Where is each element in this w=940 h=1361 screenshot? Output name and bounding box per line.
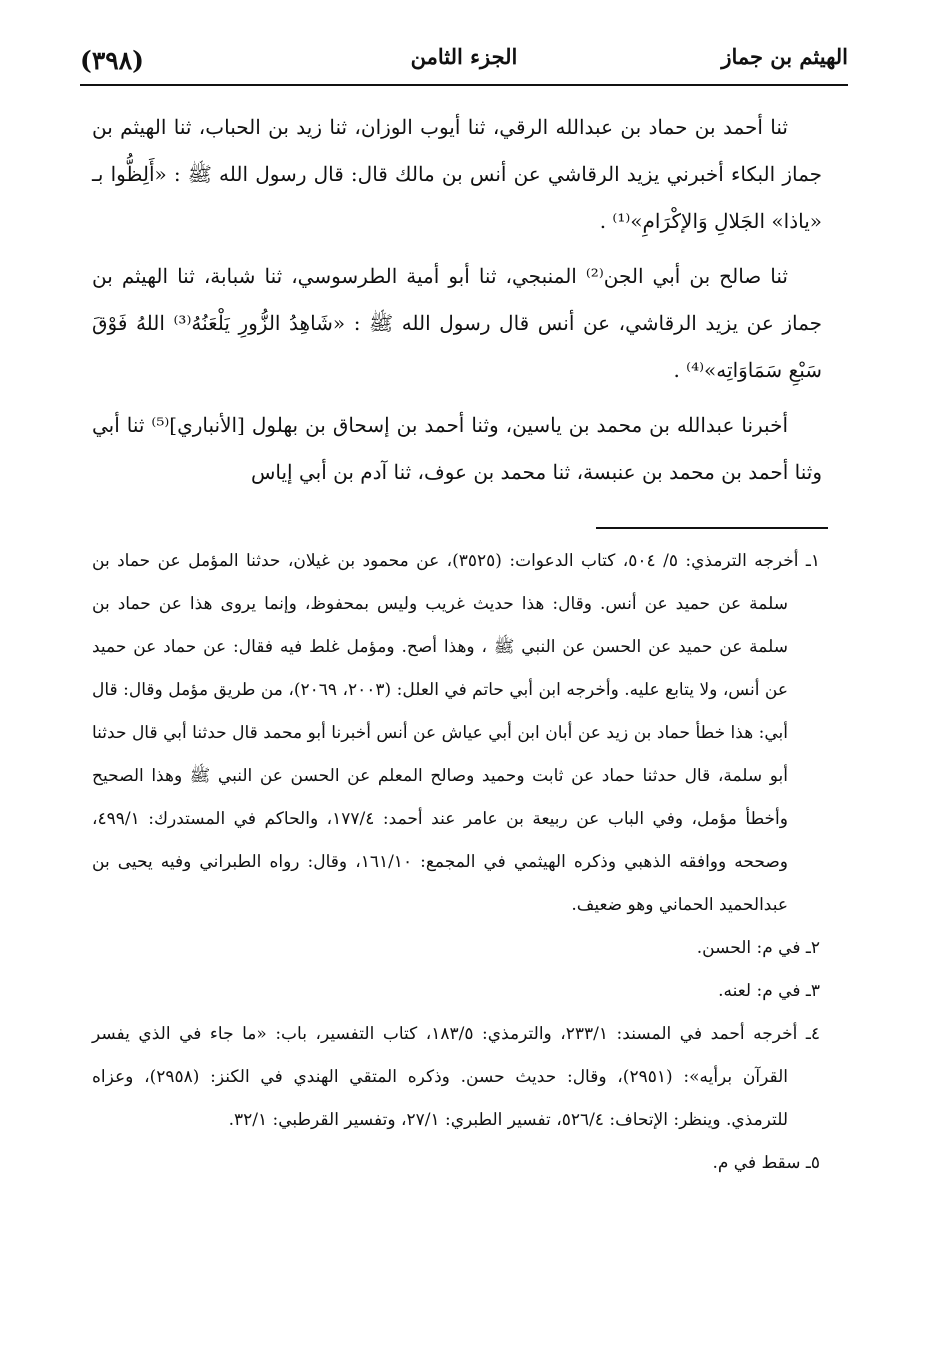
header-divider	[80, 84, 848, 86]
main-text	[92, 104, 822, 504]
volume-title: الجزء الثامن	[410, 44, 518, 69]
hadith-paragraph: ثنا صالح بن أبي الجن⁽²⁾ المنبجي، ثنا أبو أمية الطرسوسي، ثنا شبابة، ثنا الهيثم بن جماز عن يزيد الرقاشي، عن أنس قال رسول الله ﷺ : «شَاهِدُ الزُّورِ يَلْعَنُهُ⁽³⁾ اللهُ فَوْقَ سَبْعِ سَمَاوَاتِه»⁽⁴⁾ .	[92, 264, 822, 382]
page-header	[80, 40, 848, 80]
footnote-5: ٥ـ سقط في م.	[712, 1153, 820, 1173]
footnote-divider	[596, 527, 828, 529]
footnote-2: ٢ـ في م: الحسن.	[696, 938, 820, 958]
hadith-paragraph: ثنا أحمد بن حماد بن عبدالله الرقي، ثنا أيوب الوزان، ثنا زيد بن الحباب، ثنا الهيثم بن جماز البكاء أخبرني يزيد الرقاشي عن أنس بن مالك قال: قال رسول الله ﷺ : «أَلِظُّوا بـ «ياذا» الجَلالِ وَالإكْرَامِ»⁽¹⁾ .	[92, 115, 822, 233]
hadith-paragraph: أخبرنا عبدالله بن محمد بن ياسين، وثنا أحمد بن إسحاق بن بهلول [الأنباري]⁽⁵⁾ ثنا أبي وثنا أحمد بن محمد بن عنبسة، ثنا محمد بن عوف، ثنا آدم بن أبي إياس	[92, 413, 822, 484]
footnote-4: ٤ـ أخرجه أحمد في المسند: ٢٣٣/١، والترمذي: ١٨٣/٥، كتاب التفسير، باب: «ما جاء في الذي يفسر القرآن برأيه»: (٢٩٥١)، وقال: حديث حسن. وذكره المتقي الهندي في الكنز: (٢٩٥٨)، وعزاه للترمذي. وينظر: الإتحاف: ٥٢٦/٤، تفسير الطبري: ٢٧/١، وتفسير القرطبي: ٣٢/١.	[92, 1024, 820, 1130]
footnotes	[92, 540, 820, 1185]
footnote-3: ٣ـ في م: لعنه.	[718, 981, 820, 1001]
chapter-title: الهيثم بن جماز	[721, 44, 848, 69]
footnote-1: ١ـ أخرجه الترمذي: ٥/ ٥٠٤، كتاب الدعوات: (٣٥٢٥)، عن محمود بن غيلان، حدثنا المؤمل عن حماد بن سلمة عن حميد عن أنس. وقال: هذا حديث غريب وليس بمحفوظ، وإنما يروى هذا عن حماد بن سلمة عن حميد عن الحسن عن النبي ﷺ ، وهذا أصح. ومؤمل غلط فيه فقال: عن حماد عن حميد عن أنس، ولا يتابع عليه. وأخرجه ابن أبي حاتم في العلل: (٢٠٠٣، ٢٠٦٩)، من طريق مؤمل وقال: قال أبي: هذا خطأ حماد بن زيد عن أبان ابن أبي عياش عن أنس أخبرنا أبو محمد قال حدثنا أبي قال حدثنا أبو سلمة، قال حدثنا حماد عن ثابت وحميد وصالح المعلم عن الحسن عن النبي ﷺ وهذا الصحيح وأخطأ مؤمل، وفي الباب عن ربيعة بن عامر عند أحمد: ١٧٧/٤، والحاكم في المستدرك: ٤٩٩/١، وصححه ووافقه الذهبي وذكره الهيثمي في المجمع: ١٦١/١٠، وقال: رواه الطبراني وفيه يحيى بن عبدالحميد الحماني وهو ضعيف.	[92, 551, 821, 915]
page-number: (٣٩٨)	[80, 46, 144, 75]
